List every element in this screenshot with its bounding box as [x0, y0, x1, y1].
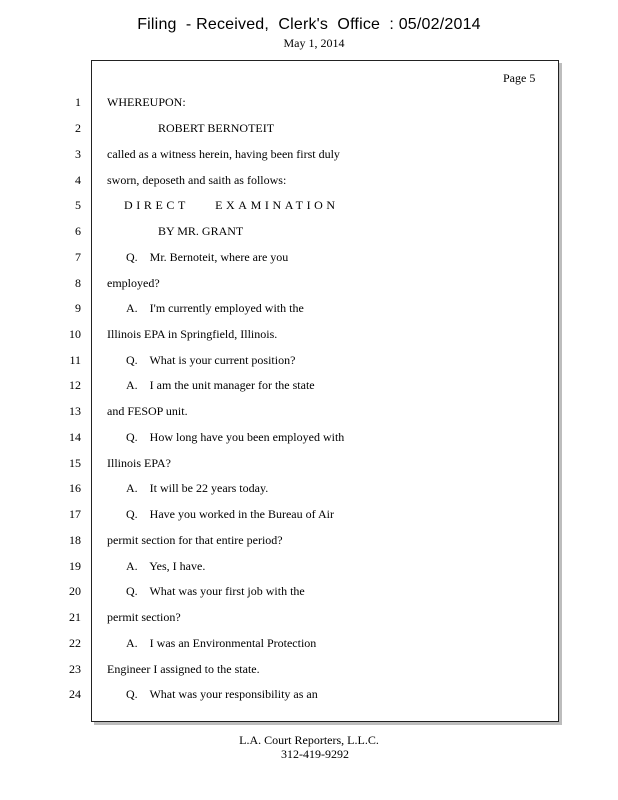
line-number: 7 — [75, 250, 81, 264]
reporter-phone: 312-419-9292 — [281, 747, 349, 761]
line-number: 6 — [75, 224, 81, 238]
transcript-line — [0, 224, 618, 244]
filing-stamp: Filing - Received, Clerk's Office : 05/02/2014 — [137, 16, 481, 33]
transcript-line — [0, 353, 618, 373]
line-text: Illinois EPA? — [107, 456, 171, 470]
line-text: sworn, deposeth and saith as follows: — [107, 173, 287, 187]
line-text: Q. Have you worked in the Bureau of Air — [126, 507, 334, 521]
transcript-line — [0, 662, 618, 682]
line-text: A. Yes, I have. — [126, 559, 206, 573]
line-number: 2 — [75, 121, 81, 135]
line-number: 1 — [75, 95, 81, 109]
line-number: 17 — [69, 507, 81, 521]
transcript-line — [0, 95, 618, 115]
transcript-line — [0, 430, 618, 450]
line-text: called as a witness herein, having been first duly — [107, 147, 340, 161]
line-number: 14 — [69, 430, 81, 444]
line-text: ROBERT BERNOTEIT — [158, 121, 275, 135]
line-number: 10 — [69, 327, 81, 341]
line-text: employed? — [107, 276, 160, 290]
transcript-line — [0, 378, 618, 398]
transcript-line — [0, 327, 618, 347]
line-text: Q. Mr. Bernoteit, where are you — [126, 250, 289, 264]
line-number: 20 — [69, 584, 81, 598]
transcript-line — [0, 198, 618, 218]
line-text: Q. What was your responsibility as an — [126, 687, 318, 701]
transcript-line — [0, 481, 618, 501]
transcript-line — [0, 559, 618, 579]
transcript-line — [0, 636, 618, 656]
line-text: A. I was an Environmental Protection — [126, 636, 317, 650]
line-number: 21 — [69, 610, 81, 624]
line-number: 22 — [69, 636, 81, 650]
transcript-line — [0, 173, 618, 193]
line-text: Q. What is your current position? — [126, 353, 296, 367]
line-text: DIRECT EXAMINATION — [124, 198, 339, 212]
line-text: Illinois EPA in Springfield, Illinois. — [107, 327, 278, 341]
line-text: permit section? — [107, 610, 181, 624]
line-number: 24 — [69, 687, 81, 701]
line-number: 3 — [75, 147, 81, 161]
transcript-line — [0, 121, 618, 141]
line-number: 23 — [69, 662, 81, 676]
transcript-date: May 1, 2014 — [283, 36, 345, 50]
line-number: 9 — [75, 301, 81, 315]
reporter-company: L.A. Court Reporters, L.L.C. — [239, 733, 379, 747]
line-text: BY MR. GRANT — [158, 224, 244, 238]
line-number: 12 — [69, 378, 81, 392]
transcript-line — [0, 584, 618, 604]
transcript-line — [0, 301, 618, 321]
line-text: A. I'm currently employed with the — [126, 301, 304, 315]
line-text: Engineer I assigned to the state. — [107, 662, 260, 676]
transcript-line — [0, 250, 618, 270]
transcript-line — [0, 687, 618, 707]
line-text: A. It will be 22 years today. — [126, 481, 269, 495]
transcript-line — [0, 533, 618, 553]
line-number: 11 — [69, 353, 81, 367]
transcript-line — [0, 610, 618, 630]
page-label: Page 5 — [503, 71, 536, 85]
line-number: 16 — [69, 481, 81, 495]
line-number: 4 — [75, 173, 81, 187]
line-number: 8 — [75, 276, 81, 290]
line-text: WHEREUPON: — [107, 95, 186, 109]
line-text: and FESOP unit. — [107, 404, 188, 418]
line-number: 18 — [69, 533, 81, 547]
line-number: 13 — [69, 404, 81, 418]
transcript-line — [0, 276, 618, 296]
line-text: Q. What was your first job with the — [126, 584, 305, 598]
transcript-line — [0, 404, 618, 424]
line-number: 15 — [69, 456, 81, 470]
line-number: 5 — [75, 198, 81, 212]
line-text: Q. How long have you been employed with — [126, 430, 345, 444]
line-text: A. I am the unit manager for the state — [126, 378, 315, 392]
line-number: 19 — [69, 559, 81, 573]
transcript-line — [0, 507, 618, 527]
transcript-line — [0, 147, 618, 167]
line-text: permit section for that entire period? — [107, 533, 283, 547]
transcript-line — [0, 456, 618, 476]
